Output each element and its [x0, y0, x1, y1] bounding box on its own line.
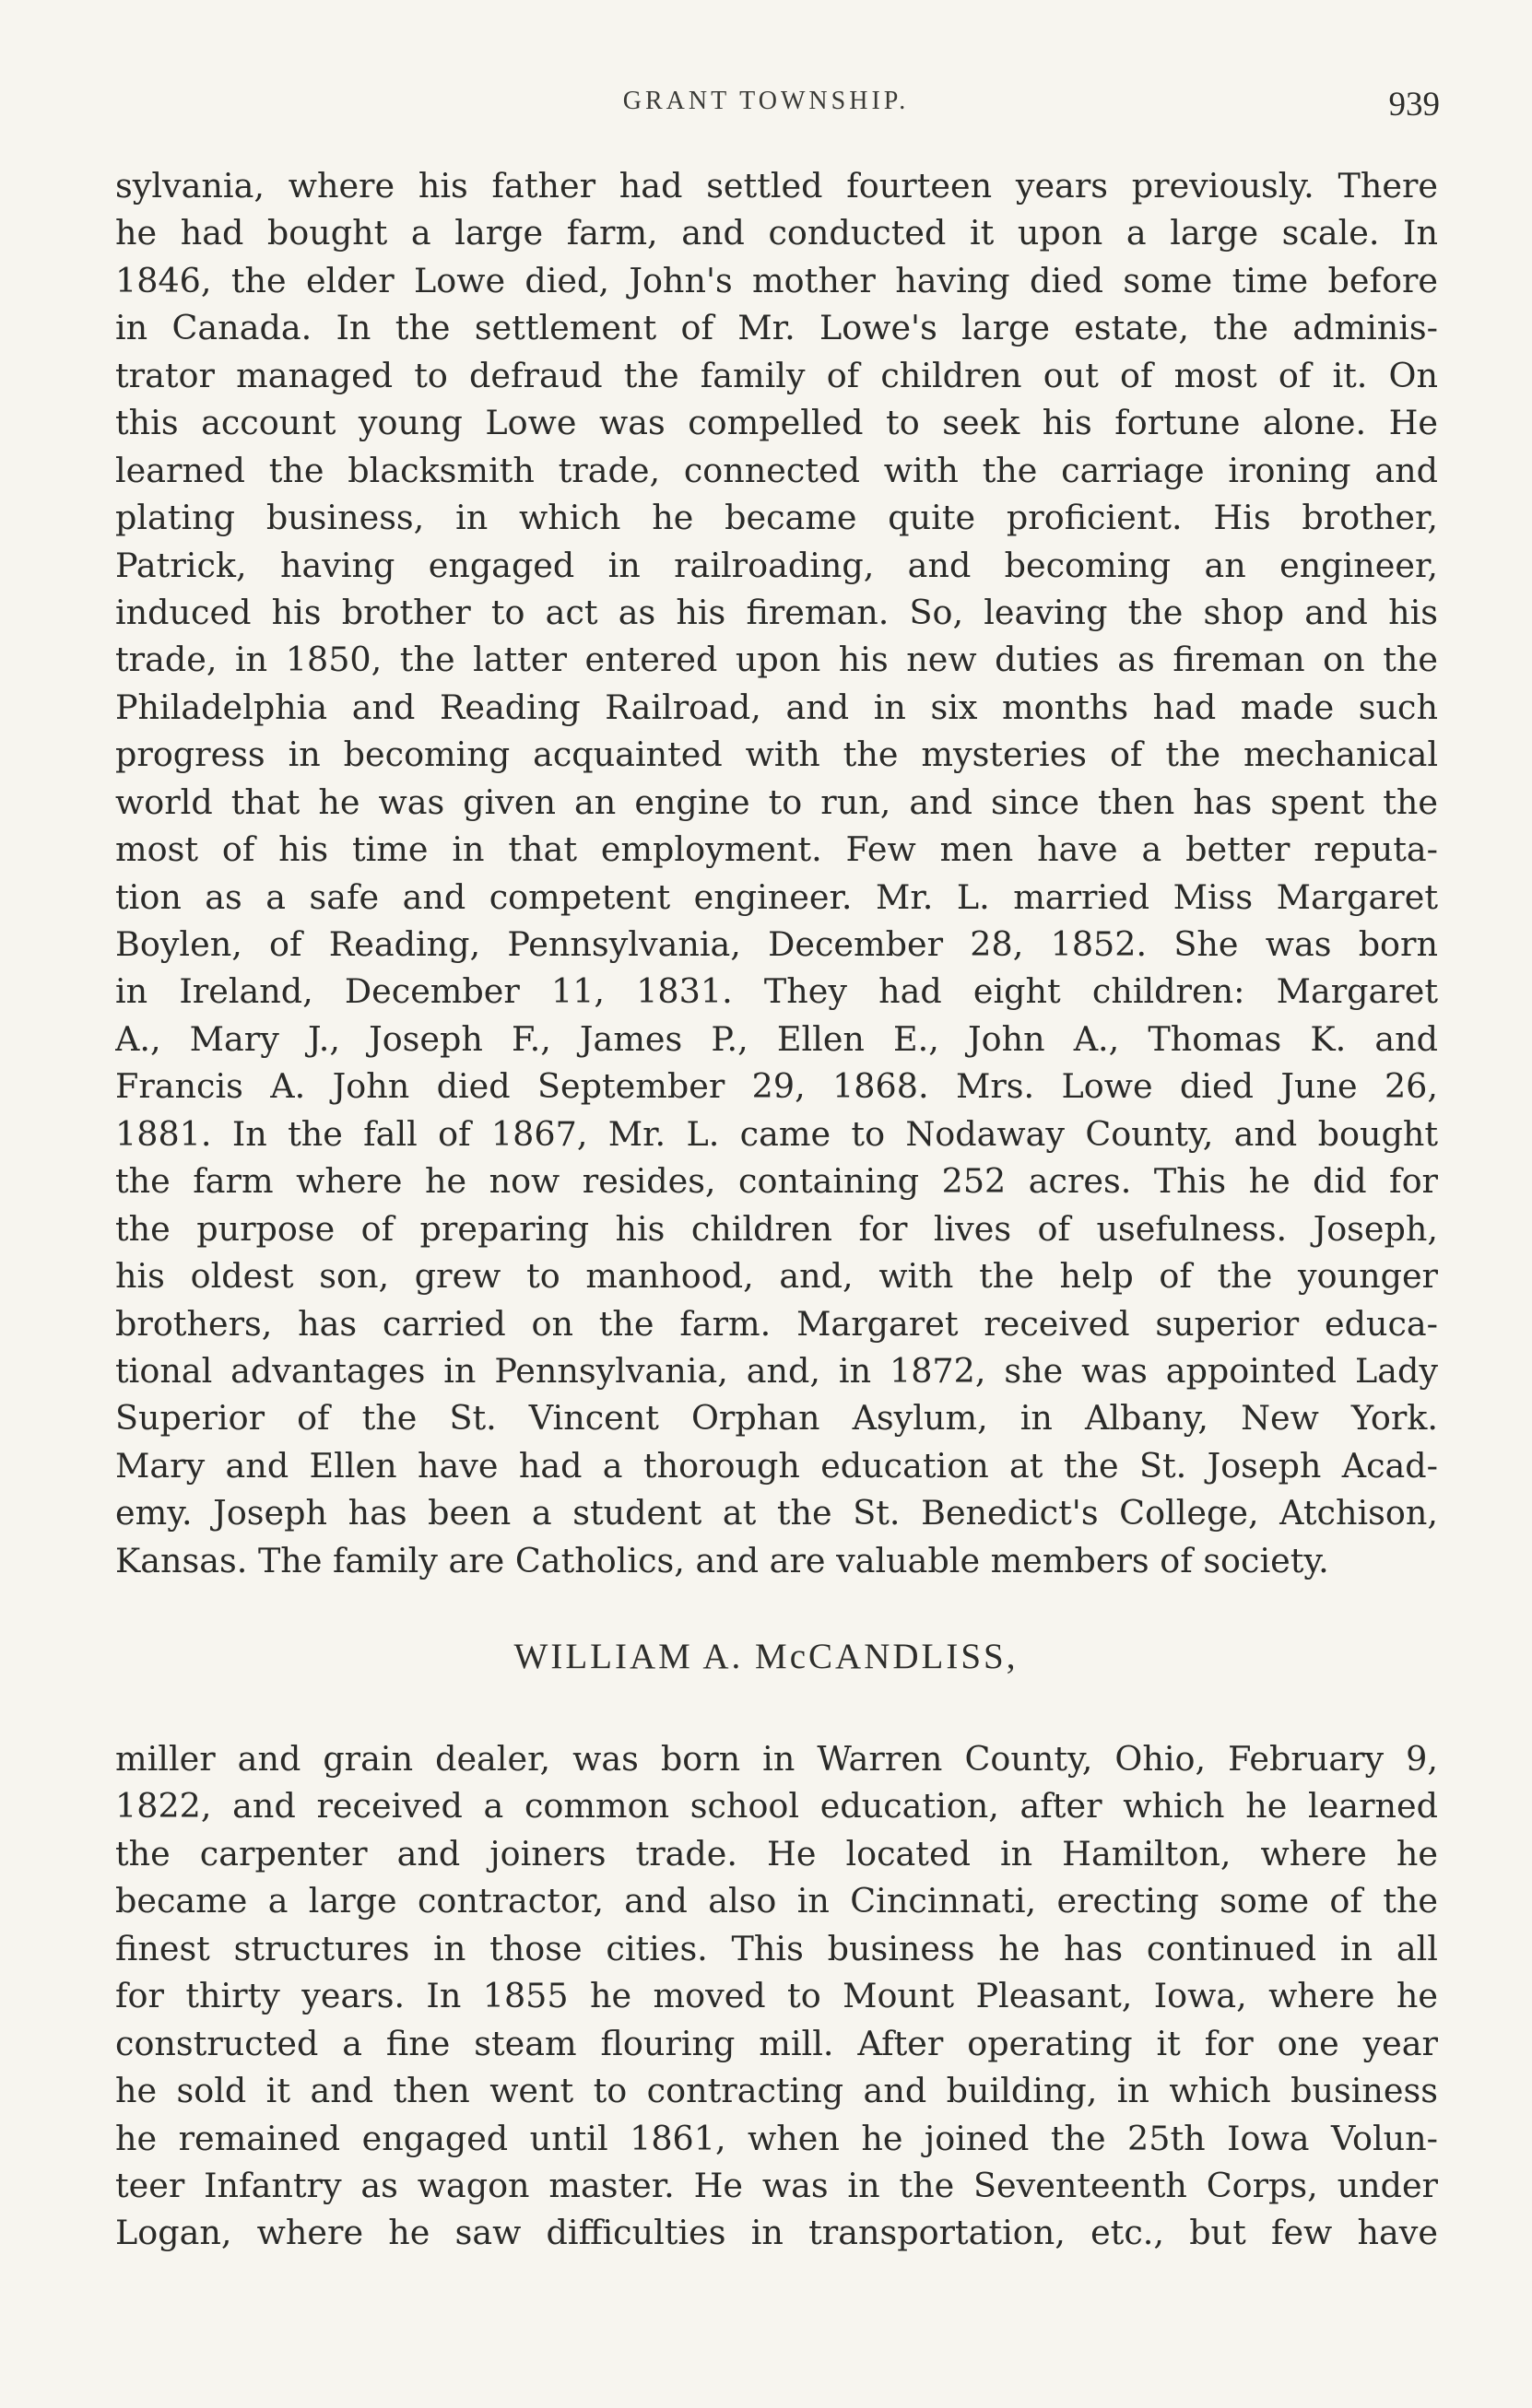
text-line: miller and grain dealer, was born in Warren County, Ohio, February 9, — [115, 1739, 1438, 1779]
lowe-biography-text — [115, 162, 1438, 1584]
text-line: finest structures in those cities. This business he has continued in all — [115, 1928, 1438, 1968]
section-heading: WILLIAM A. McCANDLISS, — [513, 1637, 1019, 1676]
text-line: learned the blacksmith trade, connected with the carriage ironing and — [115, 450, 1438, 490]
text-line: Logan, where he saw difficulties in transportation, etc., but few have — [115, 2213, 1438, 2253]
text-line: 1881. In the fall of 1867, Mr. L. came to Nodaway County, and bought — [115, 1113, 1438, 1154]
text-line: in Ireland, December 11, 1831. They had eight children: Margaret — [115, 971, 1438, 1012]
text-line: A., Mary J., Joseph F., James P., Ellen E., John A., Thomas K. and — [115, 1018, 1438, 1059]
text-line: most of his time in that employment. Few men have a better reputa- — [115, 829, 1438, 870]
text-line: Mary and Ellen have had a thorough education at the St. Joseph Acad- — [115, 1445, 1438, 1486]
text-line: in Canada. In the settlement of Mr. Lowe's large estate, the adminis- — [115, 308, 1438, 348]
text-line: constructed a fine steam flouring mill. After operating it for one year — [115, 2023, 1438, 2063]
text-line: the farm where he now resides, containing 252 acres. This he did for — [115, 1161, 1438, 1202]
text-line: 1846, the elder Lowe died, John's mother having died some time before — [115, 260, 1438, 300]
page-header — [0, 77, 1532, 133]
page-number: 939 — [1388, 86, 1440, 123]
text-line: trade, in 1850, the latter entered upon his new duties as fireman on the — [115, 640, 1438, 680]
text-line: world that he was given an engine to run, and since then has spent the — [115, 781, 1438, 822]
text-line: emy. Joseph has been a student at the St. Benedict's College, Atchison, — [115, 1493, 1438, 1533]
text-line: Boylen, of Reading, Pennsylvania, December 28, 1852. She was born — [115, 924, 1438, 964]
mccandliss-biography-text — [115, 1735, 1438, 2257]
text-line: Philadelphia and Reading Railroad, and in six months had made such — [115, 687, 1438, 727]
text-line: progress in becoming acquainted with the mysteries of the mechanical — [115, 734, 1438, 775]
running-head: GRANT TOWNSHIP. — [622, 87, 910, 115]
text-line: he sold it and then went to contracting and building, in which business — [115, 2071, 1438, 2111]
text-line: Patrick, having engaged in railroading, and becoming an engineer, — [115, 545, 1438, 585]
text-line: induced his brother to act as his fireman. So, leaving the shop and his — [115, 592, 1438, 632]
text-line: tion as a safe and competent engineer. Mr. L. married Miss Margaret — [115, 876, 1438, 917]
text-line: tional advantages in Pennsylvania, and, in 1872, she was appointed Lady — [115, 1350, 1438, 1391]
text-line: the purpose of preparing his children for lives of usefulness. Joseph, — [115, 1208, 1438, 1249]
text-line: he had bought a large farm, and conducted it upon a large scale. In — [115, 213, 1438, 253]
text-line: Francis A. John died September 29, 1868. Mrs. Lowe died June 26, — [115, 1066, 1438, 1107]
text-line: trator managed to defraud the family of children out of most of it. On — [115, 355, 1438, 395]
text-line: brothers, has carried on the farm. Margaret received superior educa- — [115, 1303, 1438, 1344]
text-line: for thirty years. In 1855 he moved to Mount Pleasant, Iowa, where he — [115, 1976, 1438, 2016]
text-line: Kansas. The family are Catholics, and are valuable members of society. — [115, 1540, 1329, 1580]
text-line: plating business, in which he became quite proficient. His brother, — [115, 498, 1438, 538]
text-line: teer Infantry as wagon master. He was in the Seventeenth Corps, under — [115, 2165, 1438, 2205]
text-line: 1822, and received a common school education, after which he learned — [115, 1786, 1438, 1827]
text-line: sylvania, where his father had settled fourteen years previously. There — [115, 166, 1438, 206]
text-line: the carpenter and joiners trade. He located in Hamilton, where he — [115, 1833, 1438, 1874]
text-line: his oldest son, grew to manhood, and, with the help of the younger — [115, 1256, 1438, 1297]
text-line: Superior of the St. Vincent Orphan Asylum, in Albany, New York. — [115, 1398, 1438, 1439]
text-line: he remained engaged until 1861, when he joined the 25th Iowa Volun- — [115, 2118, 1438, 2158]
text-line: became a large contractor, and also in Cincinnati, erecting some of the — [115, 1881, 1438, 1921]
text-line: this account young Lowe was compelled to seek his fortune alone. He — [115, 403, 1438, 443]
